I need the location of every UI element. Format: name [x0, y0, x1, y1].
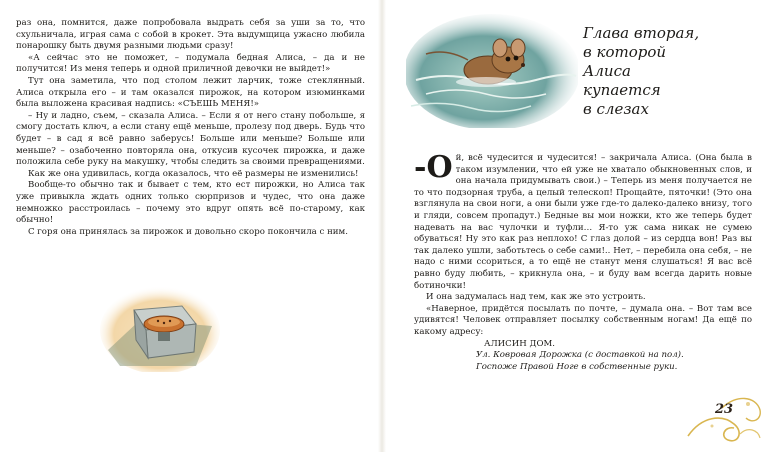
chapter-title	[583, 24, 743, 119]
opening-paragraph	[414, 150, 752, 292]
right-paragraph: «Наверное, придётся посылать по почте, – думала она. – Вот там все удивятся! Человек отправляет посылку собственным ногам! Да ещё по какому адресу:	[414, 303, 752, 337]
address-heading: АЛИСИН ДОМ.	[484, 338, 556, 349]
chapter-title-line: купается	[583, 81, 661, 99]
left-paragraph: Тут она заметила, что под столом лежит ларчик, тоже стеклянный. Алиса открыла его – и там оказался пирожок, на котором изюминками была выложена красивая надпись: «СЪЕШЬ МЕНЯ!»	[16, 75, 365, 110]
right-page	[382, 0, 764, 452]
right-paragraph: й, всё чудесится и чудесится! – закричала Алиса. (Она была в таком изумлении, что ей уже не хватало обыкновенных слов, и она начала придумывать свои.) – Теперь из меня получается не то что подзорная труба, а целый телескоп! Прощайте, пяточки! (Это она взглянула на свои ноги, а они были уже где-то далеко-далеко внизу, того и гляди, совсем пропадут.) Бедные вы мои ножки, кто же теперь будет надевать на вас чулочки и туфли… Я-то уж сама никак не сумею обуваться! Ну это как раз неплохо! С глаз долой – из сердца вон! Раз вы так далеко ушли, заботьтесь о себе сами!.. Нет, – перебила она себя, – не надо с ними ссориться, а то ещё не станут меня слушаться! Я вас всё равно буду любить, – крикнула она, – и буду вам всегда дарить новые ботиночки!	[414, 153, 752, 291]
left-text-column	[16, 18, 365, 238]
chapter-title-line: Глава вторая,	[583, 24, 700, 42]
left-paragraph: Как же она удивилась, когда оказалось, что её размеры не изменились!	[28, 168, 359, 179]
left-paragraph: «А сейчас это не поможет, – подумала бедная Алиса, – да и не получится! Из меня теперь и одной приличной девочки не выйдет!»	[16, 52, 365, 75]
mouse-swimming-illustration	[406, 10, 578, 132]
chapter-title-line: Алиса	[583, 62, 631, 80]
right-text-column	[414, 150, 752, 373]
page-number: 23	[715, 402, 734, 417]
chapter-title-line: в слезах	[583, 100, 649, 118]
ornament-swirl-icon	[682, 386, 764, 450]
left-paragraph: раз она, помнится, даже попробовала выдрать себя за уши за то, что схульничала, играя сама с собой в крокет. Эта выдумщица ужасно любила понарошку быть двумя разными людьми сразу!	[16, 18, 365, 52]
drop-cap: -О	[414, 150, 453, 185]
right-paragraph: И она задумалась над тем, как же это устроить.	[426, 292, 646, 303]
chapter-title-line: в которой	[583, 43, 667, 61]
left-paragraph: Вообще-то обычно так и бывает с тем, кто ест пирожки, но Алиса так уже привыкла ждать одних только сюрпризов и чудес, что она даже немножко расстроилась – почему это вдруг опять всё по-старому, как обычно!	[16, 180, 365, 226]
address-line: Ул. Ковровая Дорожка (с доставкой на пол).	[476, 350, 684, 361]
left-paragraph: С горя она принялась за пирожок и довольно скоро покончила с ним.	[28, 226, 348, 237]
address-line: Госпоже Правой Ноге в собственные руки.	[476, 361, 678, 372]
glass-box-pie-illustration	[100, 280, 220, 376]
left-paragraph: – Ну и ладно, съем, – сказала Алиса. – Если я от него стану побольше, я смогу достать ключ, а если стану ещё меньше, пролезу под дверь. Будь что будет – в сад я всё равно заберусь! Больше или меньше? Больше или меньше? – озабоченно повторяла она, откусив кусочек пирожка, и даже положила себе руку на макушку, чтобы следить за своими превращениями.	[16, 110, 365, 168]
